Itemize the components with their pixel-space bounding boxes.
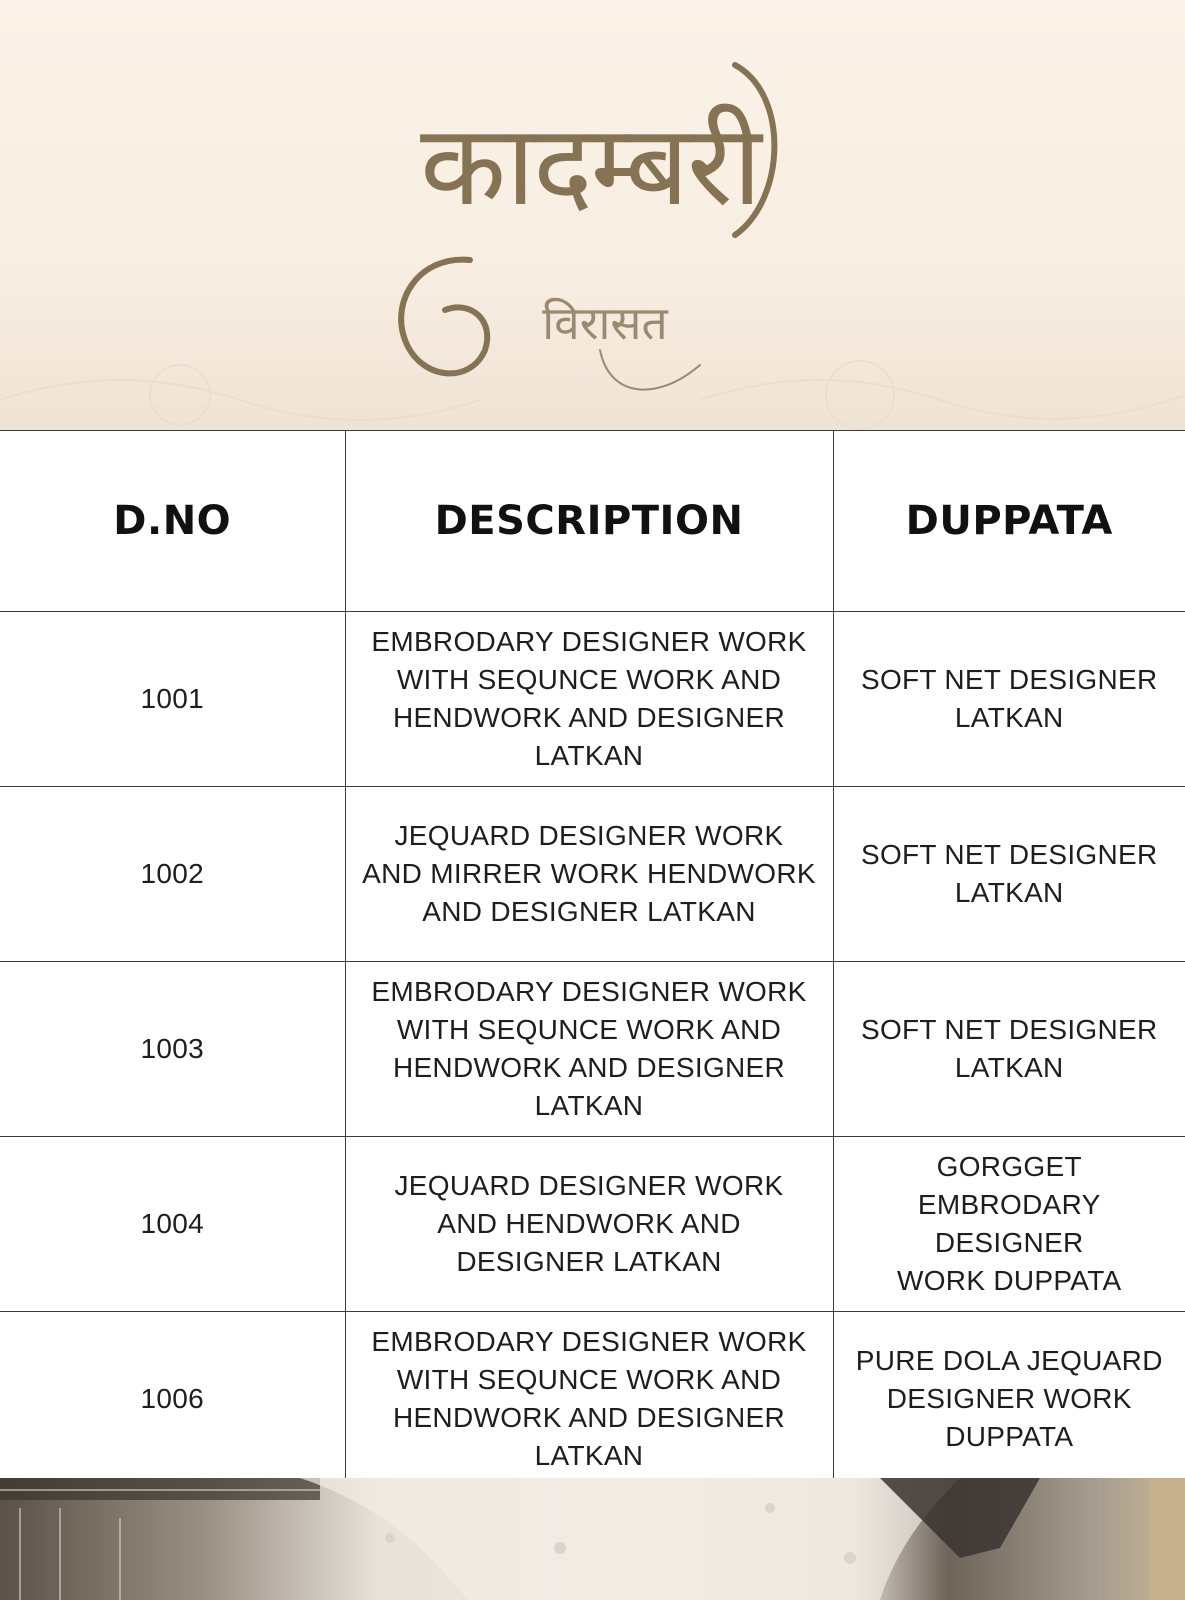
- dno-cell: 1003: [0, 962, 345, 1137]
- duppata-line: LATKAN: [954, 1052, 1064, 1083]
- table-row: [0, 787, 1185, 962]
- description-line: EMBRODARY DESIGNER WORK: [371, 1326, 807, 1357]
- duppata-line: WORK DUPPATA: [897, 1265, 1122, 1296]
- dno-cell: 1006: [0, 1312, 345, 1487]
- table-row: [0, 1137, 1185, 1312]
- dno-cell: 1004: [0, 1137, 345, 1312]
- header-duppata: DUPPATA: [833, 431, 1185, 612]
- description-line: WITH SEQUNCE WORK AND: [396, 1364, 782, 1395]
- footer-photo-strip: [0, 1478, 1185, 1600]
- description-cell: [345, 787, 833, 962]
- duppata-line: LATKAN: [954, 877, 1064, 908]
- description-line: JEQUARD DESIGNER WORK: [394, 820, 784, 851]
- garment-photo: [0, 1478, 1185, 1600]
- description-line: LATKAN: [534, 1440, 644, 1471]
- description-line: EMBRODARY DESIGNER WORK: [371, 626, 807, 657]
- description-line: WITH SEQUNCE WORK AND: [396, 664, 782, 695]
- brand-sub-logo: विरासत: [542, 296, 668, 350]
- duppata-line: DESIGNER WORK: [886, 1383, 1132, 1414]
- description-cell: [345, 962, 833, 1137]
- dno-cell: 1001: [0, 612, 345, 787]
- brand-header: [0, 0, 1185, 430]
- header-description: DESCRIPTION: [345, 431, 833, 612]
- table-row: [0, 612, 1185, 787]
- brand-logo: कादम्बरी: [420, 101, 760, 231]
- description-cell: [345, 1312, 833, 1487]
- duppata-cell: [833, 612, 1185, 787]
- duppata-line: SOFT NET DESIGNER: [860, 664, 1158, 695]
- table-header-row: [0, 431, 1185, 612]
- duppata-line: EMBRODARY DESIGNER: [917, 1189, 1101, 1258]
- description-line: HENDWORK AND DESIGNER: [392, 1402, 786, 1433]
- table-row: [0, 962, 1185, 1137]
- description-cell: [345, 1137, 833, 1312]
- duppata-line: LATKAN: [954, 702, 1064, 733]
- duppata-line: DUPPATA: [945, 1421, 1074, 1452]
- duppata-line: SOFT NET DESIGNER: [860, 839, 1158, 870]
- duppata-cell: [833, 962, 1185, 1137]
- description-line: JEQUARD DESIGNER WORK: [394, 1170, 784, 1201]
- duppata-line: GORGGET: [936, 1151, 1082, 1182]
- duppata-line: PURE DOLA JEQUARD: [855, 1345, 1163, 1376]
- duppata-cell: [833, 787, 1185, 962]
- table-row: [0, 1312, 1185, 1487]
- description-line: AND MIRRER WORK HENDWORK: [362, 858, 816, 889]
- description-line: WITH SEQUNCE WORK AND: [396, 1014, 782, 1045]
- header-dno: D.NO: [0, 431, 345, 612]
- duppata-line: SOFT NET DESIGNER: [860, 1014, 1158, 1045]
- description-line: DESIGNER LATKAN: [456, 1246, 722, 1277]
- duppata-cell: [833, 1137, 1185, 1312]
- description-line: HENDWORK AND DESIGNER: [392, 1052, 786, 1083]
- catalog-table: [0, 430, 1185, 1487]
- description-line: LATKAN: [534, 1090, 644, 1121]
- dno-cell: 1002: [0, 787, 345, 962]
- description-cell: [345, 612, 833, 787]
- description-line: EMBRODARY DESIGNER WORK: [371, 976, 807, 1007]
- description-line: AND DESIGNER LATKAN: [422, 896, 756, 927]
- description-line: AND HENDWORK AND: [437, 1208, 741, 1239]
- description-line: HENDWORK AND DESIGNER: [392, 702, 786, 733]
- description-line: LATKAN: [534, 740, 644, 771]
- duppata-cell: [833, 1312, 1185, 1487]
